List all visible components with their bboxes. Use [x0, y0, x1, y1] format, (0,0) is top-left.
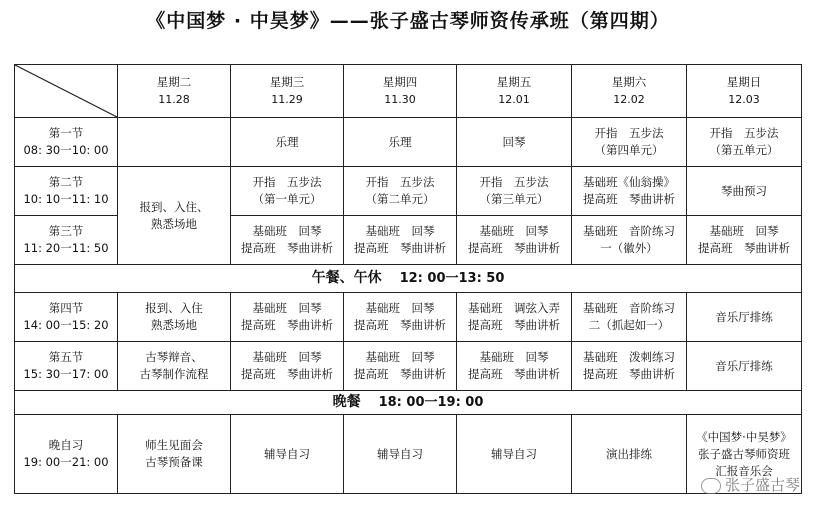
schedule-cell: 开指 五步法 （第二单元）	[344, 167, 457, 216]
schedule-cell: 乐理	[344, 118, 457, 167]
page-title: 《中国梦 · 中昊梦》——张子盛古琴师资传承班（第四期）	[146, 10, 670, 32]
schedule-cell: 基础班 泼刺练习 提高班 琴曲讲析	[572, 342, 687, 391]
schedule-cell: 辅导自习	[231, 415, 344, 494]
schedule-cell: 音乐厅排练	[687, 293, 802, 342]
session-row	[15, 118, 802, 167]
schedule-cell	[118, 118, 231, 167]
schedule-cell: 基础班 回琴 提高班 琴曲讲析	[457, 342, 572, 391]
header-row	[15, 65, 802, 118]
schedule-cell: 《中国梦·中昊梦》 张子盛古琴师资班 汇报音乐会	[687, 415, 802, 494]
schedule-cell: 师生见面会 古琴预备课	[118, 415, 231, 494]
session-label: 第四节 14: 00一15: 20	[15, 293, 118, 342]
schedule-table	[14, 64, 802, 494]
schedule-cell: 基础班 回琴 提高班 琴曲讲析	[344, 342, 457, 391]
header-day: 星期二 11.28	[118, 65, 231, 118]
header-day: 星期日 12.03	[687, 65, 802, 118]
session-row	[15, 415, 802, 494]
schedule-cell: 报到、入住、 熟悉场地	[118, 167, 231, 265]
schedule-cell: 古琴辩音、 古琴制作流程	[118, 342, 231, 391]
schedule-cell: 琴曲预习	[687, 167, 802, 216]
schedule-cell: 基础班 回琴 提高班 琴曲讲析	[457, 216, 572, 265]
header-day: 星期六 12.02	[572, 65, 687, 118]
schedule-cell: 报到、入住 熟悉场地	[118, 293, 231, 342]
schedule-cell: 辅导自习	[457, 415, 572, 494]
schedule-cell: 基础班 回琴 提高班 琴曲讲析	[344, 216, 457, 265]
wechat-icon	[701, 478, 721, 494]
lunch-row	[15, 265, 802, 293]
schedule-cell: 基础班 回琴 提高班 琴曲讲析	[344, 293, 457, 342]
schedule-cell: 开指 五步法 （第五单元）	[687, 118, 802, 167]
schedule-cell: 演出排练	[572, 415, 687, 494]
schedule-cell: 回琴	[457, 118, 572, 167]
schedule-cell: 基础班 回琴 提高班 琴曲讲析	[231, 216, 344, 265]
dinner-cell: 晚餐 18: 00一19: 00	[15, 391, 802, 415]
watermark: 张子盛古琴	[701, 474, 800, 495]
session-label: 第二节 10: 10一11: 10	[15, 167, 118, 216]
dinner-row	[15, 391, 802, 415]
lunch-cell: 午餐、午休 12: 00一13: 50	[15, 265, 802, 293]
session-label: 第三节 11: 20一11: 50	[15, 216, 118, 265]
schedule-cell: 基础班 音阶练习 二（抓起如一）	[572, 293, 687, 342]
header-day: 星期五 12.01	[457, 65, 572, 118]
session-row	[15, 293, 802, 342]
session-label: 第五节 15: 30一17: 00	[15, 342, 118, 391]
schedule-cell: 基础班 音阶练习 一（徽外）	[572, 216, 687, 265]
schedule-cell: 开指 五步法 （第四单元）	[572, 118, 687, 167]
session-row	[15, 342, 802, 391]
corner-cell	[15, 65, 118, 118]
schedule-cell: 乐理	[231, 118, 344, 167]
schedule-cell: 辅导自习	[344, 415, 457, 494]
schedule-cell: 开指 五步法 （第三单元）	[457, 167, 572, 216]
schedule-cell: 基础班 调弦入弄 提高班 琴曲讲析	[457, 293, 572, 342]
schedule-cell: 基础班 回琴 提高班 琴曲讲析	[231, 342, 344, 391]
header-day: 星期三 11.29	[231, 65, 344, 118]
schedule-cell: 基础班《仙翁操》 提高班 琴曲讲析	[572, 167, 687, 216]
schedule-cell: 基础班 回琴 提高班 琴曲讲析	[687, 216, 802, 265]
schedule-cell: 基础班 回琴 提高班 琴曲讲析	[231, 293, 344, 342]
session-row	[15, 167, 802, 216]
schedule-cell: 开指 五步法 （第一单元）	[231, 167, 344, 216]
session-label: 第一节 08: 30一10: 00	[15, 118, 118, 167]
schedule-cell: 音乐厅排练	[687, 342, 802, 391]
header-day: 星期四 11.30	[344, 65, 457, 118]
session-label: 晚自习 19: 00一21: 00	[15, 415, 118, 494]
